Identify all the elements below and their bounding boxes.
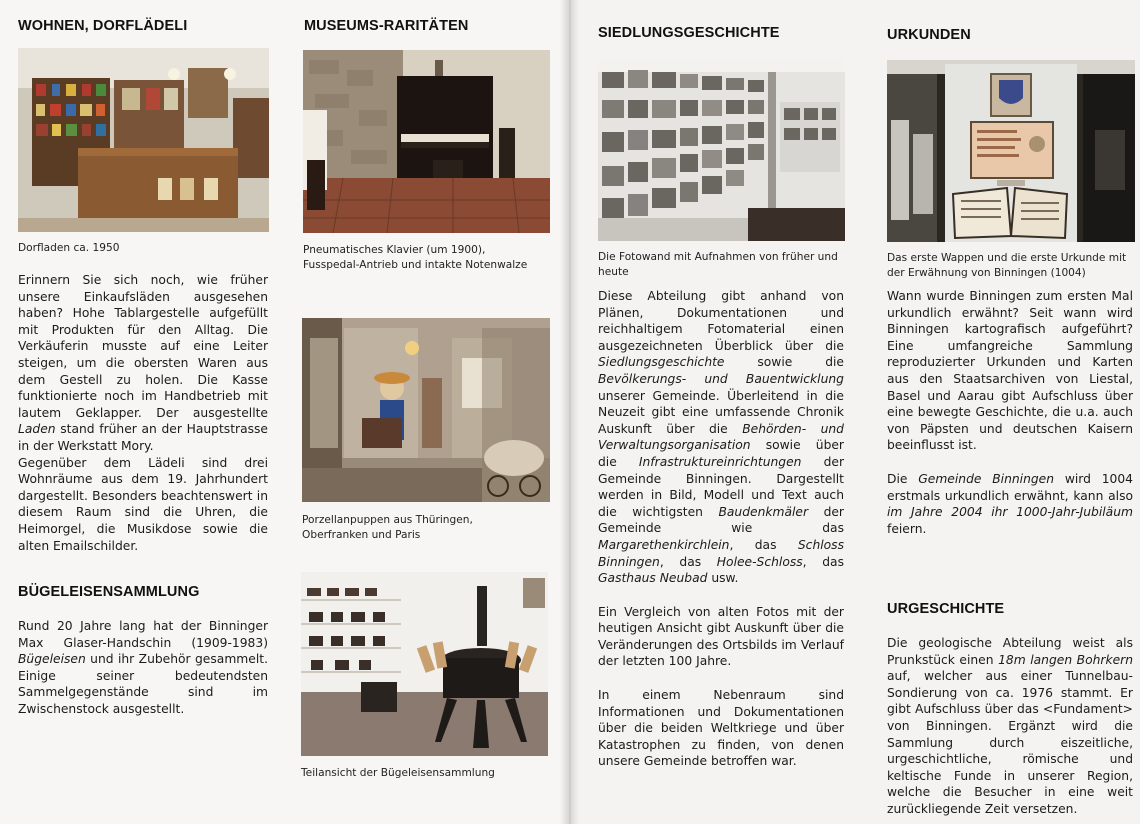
paragraph-siedlung-3: In einem Nebenraum sind Informationen und Dokumentationen über die beiden Weltkriege und über Katastrophen zu finden, von denen unsere Gemeinde betroffen war. [598,688,844,769]
s1k: usw. [707,571,739,586]
s1d: sowie über die [598,438,844,469]
s1i6: Margarethenkirchlein [598,537,730,552]
heading-urkunden: URKUNDEN [887,27,971,43]
text-block-urkunden [887,288,1133,537]
heading-siedlung: SIEDLUNGSGESCHICHTE [598,25,780,41]
photo-puppen [302,318,550,502]
heading-wohnen: WOHNEN, DORFLÄDELI [18,18,188,34]
text-buegel-italic: Bügeleisen [18,652,86,667]
caption-fotowand: Die Fotowand mit Aufnahmen von früher und heute [598,251,838,278]
s1a: Diese Abteilung gibt anhand von Plänen, Dokumentationen und reichhaltigem Fotomaterial einen ausgezeichneten Überblick über die [598,289,844,353]
text-buegel-a: Rund 20 Jahre lang hat der Binninger Max Glaser-Handschin (1909-1983) [18,619,268,650]
paragraph-siedlung-2: Ein Vergleich von alten Fotos mit der heutigen Ansicht gibt Auskunft über die Veränderungen des Ortsbilds im Verlauf der letzten 100 Jahre. [598,604,844,669]
s1h: , das [659,554,717,569]
s1f: der Gemeinde wie das [598,504,844,536]
paragraph-buegeleisen [18,618,268,718]
column-urgeschichte [887,601,1127,617]
s1b: sowie die [724,355,844,370]
text-buegel-b: und ihr Zubehör gesammelt. Einige seiner bedeutendsten Sammelgegenstände sind im Zwischenstock ausgestellt. [18,652,268,716]
s1i8: Holee-Schloss [716,554,803,569]
s1j: , das [802,554,844,569]
photo-klavier [303,50,550,233]
photo-dorfladen [18,48,269,232]
s1e: der Gemeinde Binningen. Dargestellt werden in Bild, Modell und Text auch die wichtigsten [598,454,844,519]
text-block-buegeleisen [18,618,268,718]
column-wohnen [18,18,270,34]
paragraph-urgeschichte [887,635,1133,818]
text-wohnen-1b: stand früher an der Hauptstrasse in der Werkstatt Mory. [18,422,268,453]
u2i1: Gemeinde Binningen [918,471,1055,486]
heading-urgeschichte: URGESCHICHTE [887,601,1005,617]
photo-urkunden [887,60,1135,242]
caption-dorfladen: Dorfladen ca. 1950 [18,242,120,254]
column-siedlung [598,25,848,41]
u2b: wird 1004 erstmals urkundlich erwähnt, kann also [887,471,1133,503]
caption-puppen: Porzellanpuppen aus Thüringen, Oberfranken und Paris [302,514,473,541]
u2a: Die [887,471,919,486]
s1i1: Siedlungsgeschichte [598,355,725,370]
g1i1: 18m langen Bohrkern [998,652,1133,667]
g1b: auf, welcher aus einer Tunnelbau-Sondierung von ca. 1976 stammt. Er gibt Aufschluss über das <Fundament> von Binningen. Ergänzt wird die Sammlung durch eiszeitliche, urgeschichtliche, römische und keltische Funde in unserer Region, welche die Besucher in eine weit zurückliegende Zeit versetzen. [887,669,1133,816]
s1i2: Bevölkerungs- und Bauentwicklung [598,371,844,386]
column-buegeleisen [18,584,270,600]
paragraph-urkunden-2 [887,471,1133,537]
s1i3: Behörden- und Verwaltungsorganisation [598,421,844,453]
u2i2: im Jahre 2004 ihr 1000-Jahr-Jubiläum [887,505,1133,520]
text-block-wohnen [18,272,268,554]
paragraph-wohnen-2: Gegenüber dem Lädeli sind drei Wohnräume aus dem 19. Jahrhundert dargestellt. Besonders beachtenswert in diesem Raum sind die Uhren, die Heimorgel, die Musikdose sowie die alten Emailschilder. [18,455,268,553]
s1i7: Schloss Binningen [598,537,844,569]
s1i5: Baudenkmäler [718,504,809,519]
s1c: unserer Gemeinde. Überleitend in die Neuzeit gibt eine umfassende Chronik Auskunft über die [598,388,844,436]
paragraph-urkunden-1: Wann wurde Binningen zum ersten Mal urkundlich erwähnt? Seit wann wird Binningen kartografisch aufgeführt? Eine umfangreiche Sammlung reproduzierter Urkunden und Karten aus den Staatsarchiven von Liestal, Basel und Aarau gibt Aufschluss über eine bewegte Geschichte, die u.a. auch von Päpsten und deutschen Kaisern beeinflusst ist. [887,289,1133,453]
column-raritaeten [304,18,554,34]
text-wohnen-1-italic: Laden [18,422,56,437]
caption-klavier: Pneumatisches Klavier (um 1900), Fusspedal-Antrieb und intakte Notenwalze [303,244,528,271]
caption-urkunden: Das erste Wappen und die erste Urkunde mit der Erwähnung von Binningen (1004) [887,252,1127,279]
s1i9: Gasthaus Neubad [598,571,708,586]
text-block-siedlung [598,288,844,770]
photo-fotowand [598,58,845,241]
u2c: feiern. [887,521,927,536]
photo-buegeleisen [301,572,548,756]
s1i4: Infrastruktureinrichtungen [638,454,802,469]
heading-raritaeten: MUSEUMS-RARITÄTEN [304,18,469,34]
paragraph-wohnen-1 [18,272,268,455]
text-wohnen-1a: Erinnern Sie sich noch, wie früher unsere Einkaufsläden ausgesehen haben? Hohe Tablargestelle aufgefüllt mit Produkten für den Alltag. Die Verkäuferin musste auf eine Leiter steigen, um die obersten Waren aus dem Gestell zu holen. Die Kasse funktionierte noch im Handbetrieb mit lautem Geklapper. Der ausgestellte [18,273,268,420]
right-page [570,0,1140,824]
caption-buegeleisen: Teilansicht der Bügeleisensammlung [301,767,495,779]
heading-buegeleisen: BÜGELEISENSAMMLUNG [18,584,200,600]
text-block-urgeschichte [887,635,1133,818]
g1a: Die geologische Abteilung weist als Prunkstück einen [887,636,1133,667]
column-urkunden [887,27,1127,43]
s1g: , das [729,537,798,552]
paragraph-siedlung-1 [598,288,844,587]
